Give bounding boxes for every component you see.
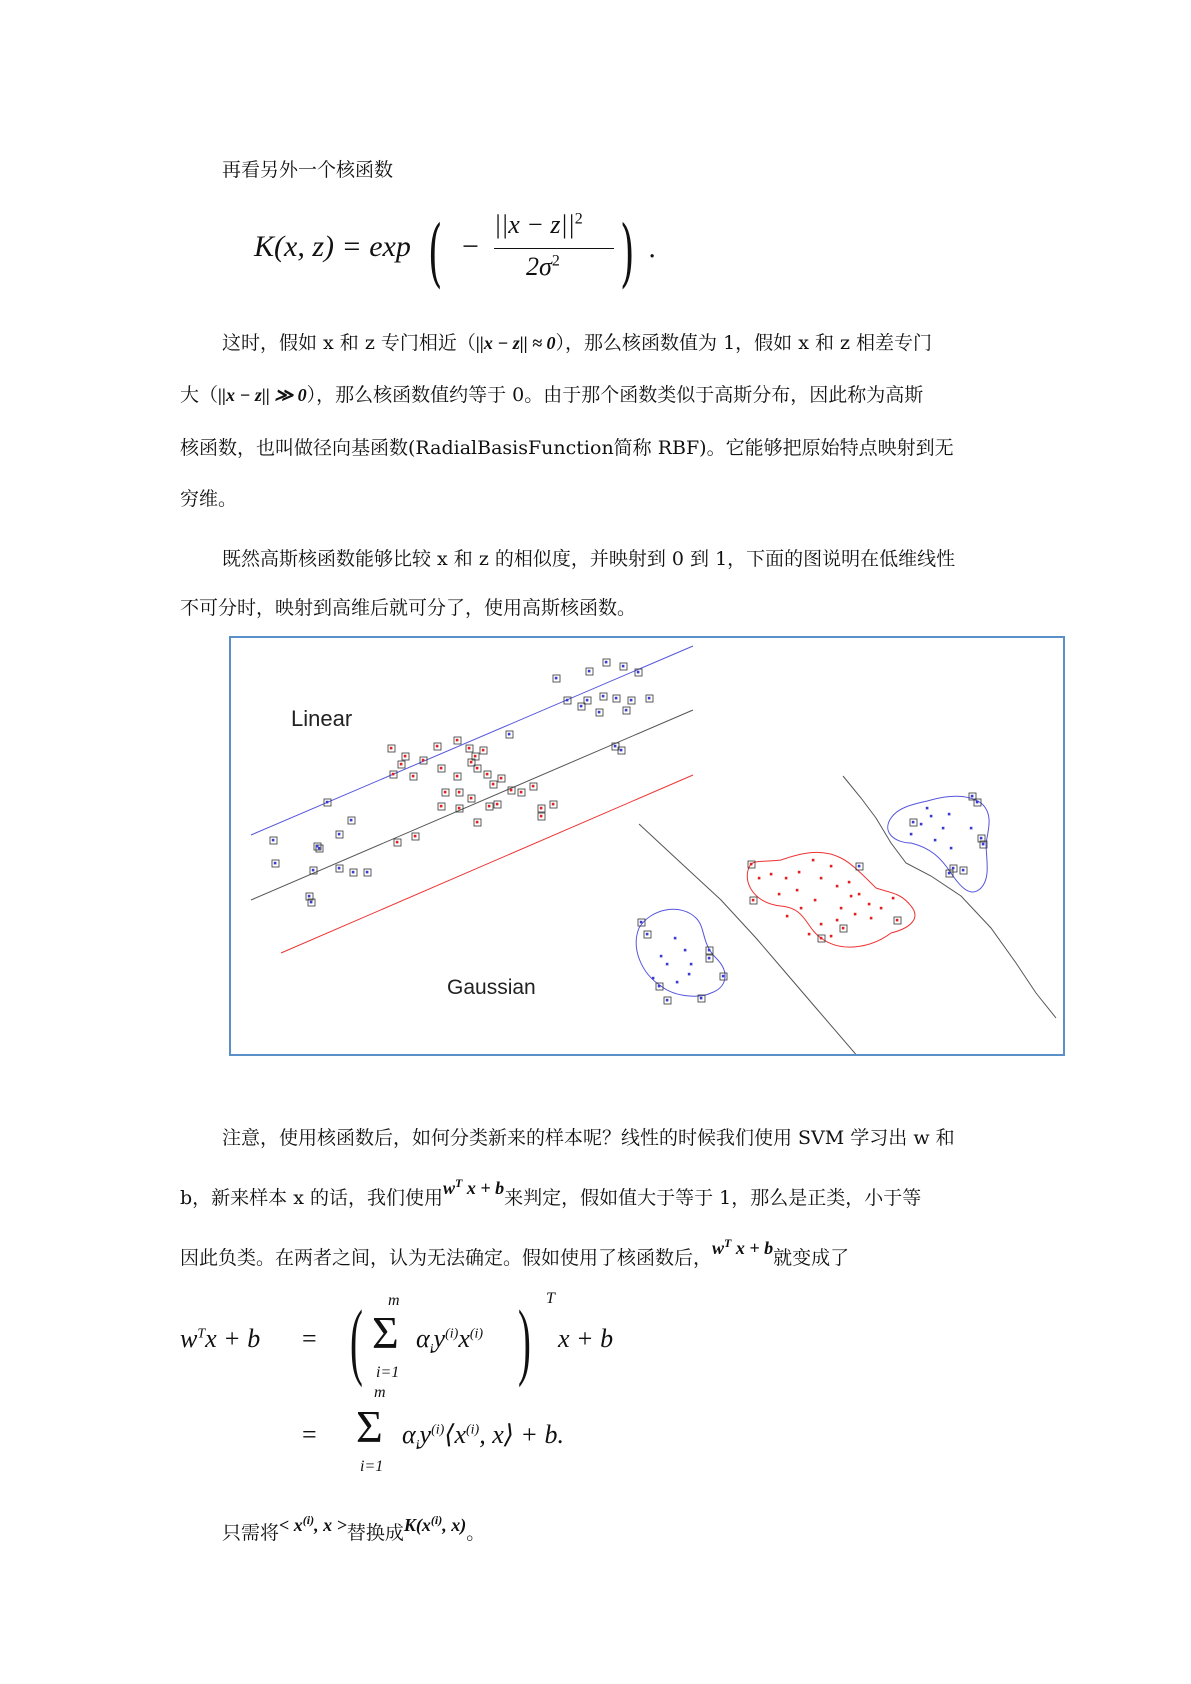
f2-lparen: ( (350, 1292, 363, 1388)
left-paren: ( (428, 210, 443, 296)
blue-boxed-point-31 (971, 795, 974, 798)
blue-boxed-point-33 (980, 837, 983, 840)
blue-boxed-point-6 (580, 705, 583, 708)
p3-line2: 不可分时，映射到高维后就可分了，使用高斯核函数。 (180, 597, 637, 619)
p2-line2: 大（||x − z|| ≫ 0），那么核函数值约等于 0。由于那个函数类似于高斯分布，因此称为高斯 (180, 384, 924, 406)
f2-sum2-bottom: i=1 (360, 1458, 384, 1475)
intro-text: 再看另外一个核函数 (222, 159, 394, 181)
red-point-11 (814, 899, 817, 902)
red-point-21 (850, 895, 853, 898)
red-point-16 (836, 919, 839, 922)
red-boxed-point-12 (476, 767, 479, 770)
formula-period: . (648, 234, 657, 264)
formula-denominator: $2\sigma^2$ (526, 252, 560, 281)
blue-point-4 (910, 833, 913, 836)
red-point-2 (798, 871, 801, 874)
blue-boxed-point-27 (308, 895, 311, 898)
formula-numerator: $||x - z||^2$ (494, 210, 583, 239)
blue-boxed-point-30 (858, 865, 861, 868)
wtxb-math-2: $w^T$ x + b (712, 1236, 774, 1258)
figure-canvas (231, 638, 1063, 1054)
p4-line2: b，新来样本 x 的话，我们使用$w^T$ x + b来判定，假如值大于等于 1，那么是正类，小于等 (180, 1176, 922, 1209)
f2-term2: $\alpha_iy^{(i)}⟨x^{(i)}$, x⟩ + b. (402, 1420, 564, 1454)
red-boxed-point-0 (390, 747, 393, 750)
blue-point-7 (934, 839, 937, 842)
red-boxed-point-21 (532, 785, 535, 788)
red-point-17 (854, 913, 857, 916)
approx-zero-math: ||x − z|| ≈ 0 (475, 333, 556, 353)
f2-lhs: $w^Tx + b$ (180, 1324, 261, 1353)
red-boxed-point-18 (492, 783, 495, 786)
red-boxed-point-22 (510, 789, 513, 792)
red-boxed-point-33 (552, 803, 555, 806)
red-point-10 (840, 907, 843, 910)
blue-boxed-point-38 (962, 869, 965, 872)
formula-minus: − (462, 230, 479, 263)
blue-point-16 (684, 949, 687, 952)
red-boxed-point-37 (842, 927, 845, 930)
blue-boxed-point-4 (637, 671, 640, 674)
blue-boxed-point-36 (912, 821, 915, 824)
linear-blue-margin (251, 646, 693, 835)
blue-boxed-point-10 (630, 699, 633, 702)
p5-line: 只需将< $x^{(i)}$, x >替换成$K(x^{(i)}$, x)。 (222, 1513, 486, 1544)
blue-boxed-point-40 (646, 933, 649, 936)
red-boxed-point-6 (436, 745, 439, 748)
formula-lhs: K(x, z) = exp (254, 230, 411, 263)
gaussian-blue-cluster-right (888, 796, 989, 892)
red-boxed-point-19 (500, 777, 503, 780)
f2-eq1: = (302, 1324, 317, 1353)
f2-sum2-top: m (374, 1384, 386, 1401)
blue-boxed-point-37 (952, 867, 955, 870)
blue-boxed-point-23 (312, 869, 315, 872)
gaussian-kernel-formula (248, 210, 668, 296)
red-boxed-point-1 (404, 755, 407, 758)
blue-boxed-point-45 (666, 999, 669, 1002)
red-point-14 (778, 893, 781, 896)
blue-boxed-point-14 (614, 745, 617, 748)
blue-point-9 (690, 963, 693, 966)
blue-boxed-point-16 (326, 801, 329, 804)
blue-boxed-point-34 (982, 843, 985, 846)
blue-boxed-point-0 (555, 677, 558, 680)
red-boxed-point-10 (470, 761, 473, 764)
red-point-22 (830, 935, 833, 938)
red-boxed-point-8 (468, 747, 471, 750)
p3-line1: 既然高斯核函数能够比较 x 和 z 的相似度，并映射到 0 到 1，下面的图说明在低维线性 (222, 548, 956, 570)
f2-outer-sup: T (546, 1290, 555, 1307)
red-point-6 (836, 885, 839, 888)
blue-point-0 (930, 815, 933, 818)
red-boxed-point-29 (396, 841, 399, 844)
kernel-math: $K(x^{(i)}$, x) (403, 1513, 467, 1535)
red-boxed-point-11 (482, 749, 485, 752)
gaussian-label: Gaussian (447, 976, 536, 999)
red-boxed-point-9 (474, 755, 477, 758)
f2-sum1-top: m (388, 1292, 400, 1309)
p2-line1: 这时，假如 x 和 z 专门相近（||x − z|| ≈ 0），那么核函数值为 1，假如 x 和 z 相差专门 (222, 332, 933, 354)
blue-point-6 (970, 827, 973, 830)
gaussian-boundary-right (843, 776, 1056, 1018)
blue-boxed-point-22 (272, 839, 275, 842)
red-point-12 (800, 907, 803, 910)
f2-tail1: x + b (558, 1324, 614, 1353)
blue-boxed-point-15 (620, 749, 623, 752)
blue-point-8 (926, 807, 929, 810)
red-boxed-point-34 (750, 863, 753, 866)
red-boxed-point-32 (540, 815, 543, 818)
blue-point-15 (652, 977, 655, 980)
red-point-7 (848, 881, 851, 884)
red-boxed-point-7 (456, 739, 459, 742)
red-boxed-point-36 (820, 937, 823, 940)
blue-point-1 (942, 827, 945, 830)
red-point-19 (880, 907, 883, 910)
red-boxed-point-15 (486, 773, 489, 776)
blue-boxed-point-44 (658, 985, 661, 988)
dual-form-formula (180, 1290, 700, 1480)
blue-boxed-point-12 (625, 709, 628, 712)
linear-label: Linear (291, 706, 353, 731)
blue-boxed-point-32 (976, 801, 979, 804)
red-boxed-point-28 (440, 805, 443, 808)
red-boxed-point-14 (440, 767, 443, 770)
blue-boxed-point-13 (598, 711, 601, 714)
fraction-bar (494, 248, 614, 249)
red-point-0 (770, 873, 773, 876)
p2-line3: 核函数，也叫做径向基函数(RadialBasisFunction简称 RBF)。它能够把原始特点映射到无 (180, 437, 954, 459)
blue-boxed-point-46 (700, 997, 703, 1000)
red-boxed-point-35 (752, 899, 755, 902)
gaussian-boundary-left (639, 824, 859, 1054)
blue-boxed-point-21 (274, 862, 277, 865)
right-paren: ) (620, 210, 635, 296)
red-boxed-point-31 (540, 807, 543, 810)
red-point-8 (858, 893, 861, 896)
linear-red-margin (281, 775, 693, 953)
red-boxed-point-2 (400, 763, 403, 766)
blue-boxed-point-41 (708, 957, 711, 960)
blue-boxed-point-18 (338, 833, 341, 836)
red-point-1 (785, 877, 788, 880)
red-boxed-point-5 (422, 759, 425, 762)
red-point-24 (796, 889, 799, 892)
red-point-15 (820, 923, 823, 926)
blue-point-14 (666, 963, 669, 966)
gaussian-blue-cluster-left (636, 909, 725, 996)
blue-point-3 (920, 823, 923, 826)
red-point-23 (808, 933, 811, 936)
blue-point-10 (674, 937, 677, 940)
red-point-25 (758, 877, 761, 880)
red-boxed-point-17 (470, 797, 473, 800)
p4-line1: 注意，使用核函数后，如何分类新来的样本呢？线性的时候我们使用 SVM 学习出 w 和 (222, 1127, 955, 1149)
blue-boxed-point-8 (602, 695, 605, 698)
blue-boxed-point-5 (566, 699, 569, 702)
blue-boxed-point-39 (640, 921, 643, 924)
red-boxed-point-20 (520, 791, 523, 794)
much-greater-math: ||x − z|| ≫ 0 (218, 385, 307, 405)
blue-boxed-point-24 (338, 867, 341, 870)
blue-boxed-point-3 (622, 665, 625, 668)
f2-sum1-bottom: i=1 (376, 1364, 400, 1381)
red-point-13 (786, 915, 789, 918)
red-boxed-point-4 (412, 775, 415, 778)
red-boxed-point-24 (458, 807, 461, 810)
blue-boxed-point-25 (352, 871, 355, 874)
red-boxed-point-23 (488, 805, 491, 808)
data-points (270, 659, 987, 1004)
blue-boxed-point-9 (615, 697, 618, 700)
red-point-4 (820, 877, 823, 880)
blue-point-13 (676, 981, 679, 984)
p4-line3: 因此负类。在两者之间，认为无法确定。假如使用了核函数后，$w^T$ x + b就变成了 (180, 1236, 850, 1269)
blue-point-2 (948, 813, 951, 816)
red-point-3 (812, 859, 815, 862)
f2-term1: $\alpha_iy^{(i)}x^{(i)}$ (416, 1324, 484, 1358)
blue-boxed-point-20 (316, 845, 319, 848)
red-boxed-point-26 (496, 803, 499, 806)
f2-eq2: = (302, 1420, 317, 1449)
kernel-comparison-figure (229, 636, 1065, 1056)
red-boxed-point-13 (456, 775, 459, 778)
blue-boxed-point-2 (605, 661, 608, 664)
p2-line4: 穷维。 (180, 488, 238, 510)
blue-boxed-point-1 (588, 670, 591, 673)
blue-boxed-point-11 (648, 697, 651, 700)
blue-boxed-point-42 (708, 949, 711, 952)
blue-boxed-point-43 (722, 975, 725, 978)
blue-boxed-point-7 (586, 699, 589, 702)
red-point-9 (868, 903, 871, 906)
blue-boxed-point-29 (508, 733, 511, 736)
blue-point-12 (688, 973, 691, 976)
red-boxed-point-3 (392, 773, 395, 776)
blue-point-11 (660, 955, 663, 958)
red-point-20 (892, 897, 895, 900)
red-boxed-point-30 (414, 835, 417, 838)
blue-point-5 (950, 847, 953, 850)
red-boxed-point-27 (444, 791, 447, 794)
blue-boxed-point-17 (350, 819, 353, 822)
inner-product-math: < $x^{(i)}$, x > (279, 1513, 347, 1535)
red-boxed-point-16 (458, 791, 461, 794)
red-point-18 (870, 917, 873, 920)
blue-boxed-point-28 (310, 901, 313, 904)
red-boxed-point-25 (476, 821, 479, 824)
red-point-5 (830, 865, 833, 868)
f2-sum1-sigma: Σ (372, 1307, 399, 1358)
red-boxed-point-38 (896, 919, 899, 922)
f2-sum2-sigma: Σ (356, 1401, 383, 1452)
blue-boxed-point-26 (366, 871, 369, 874)
wtxb-math-1: $w^T$ x + b (442, 1176, 505, 1198)
f2-rparen: ) (518, 1292, 531, 1388)
